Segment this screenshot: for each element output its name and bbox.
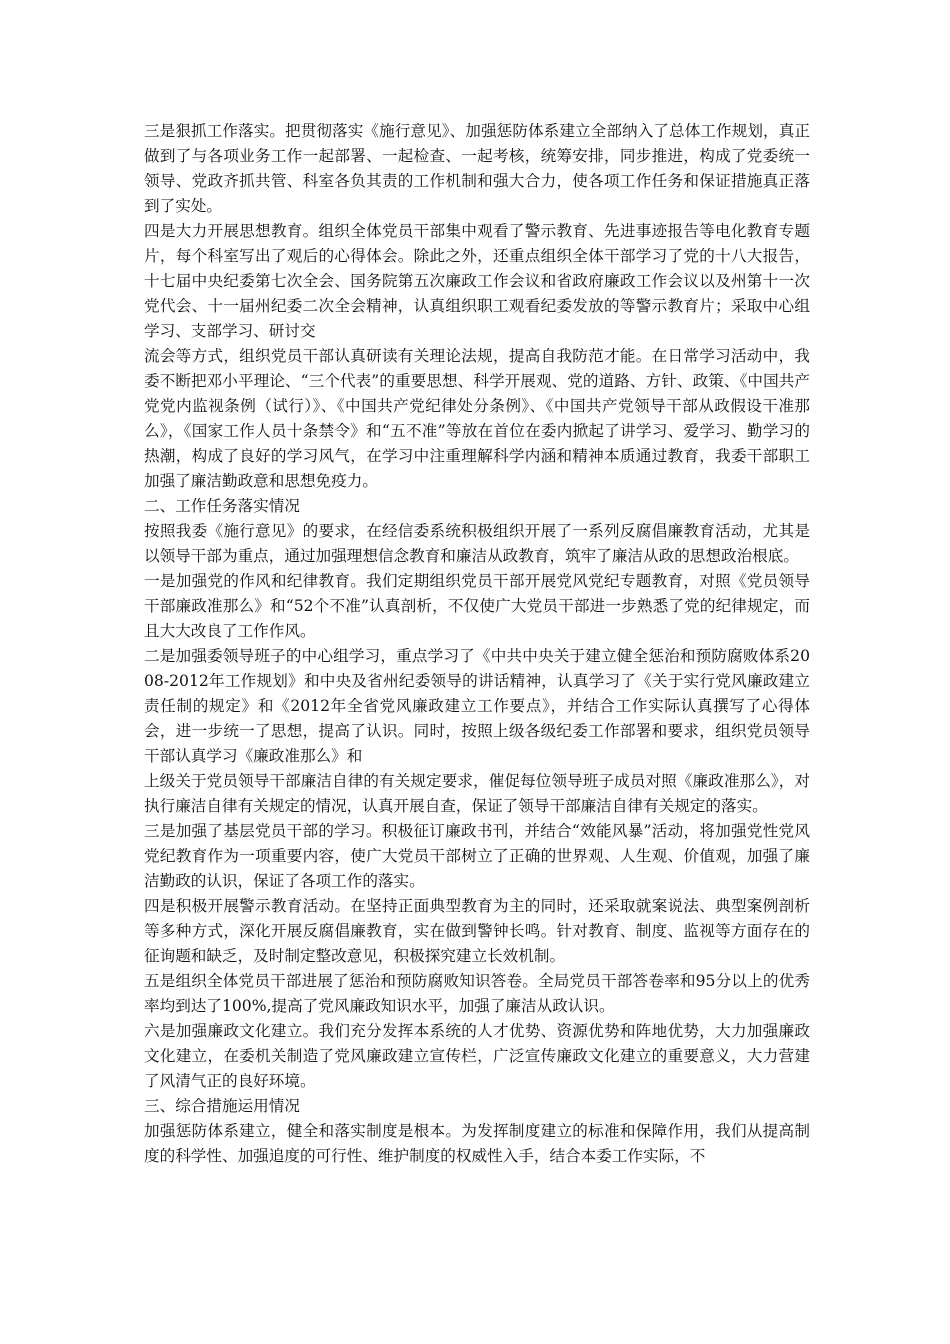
paragraph-6: 一是加强党的作风和纪律教育。我们定期组织党员干部开展党风党纪专题教育，对照《党员领导干部廉政准那么》和“52个不准”认真剖析，不仅使广大党员干部进一步熟悉了党的纪律规定，而且大大改良了工作作风。 bbox=[144, 572, 810, 640]
paragraph-9: 三是加强了基层党员干部的学习。积极征订廉政书刊，并结合“效能风暴”活动，将加强党性党风党纪教育作为一项重要内容，使广大党员干部树立了正确的世界观、人生观、价值观，加强了廉洁勤政的认识，保证了各项工作的落实。 bbox=[144, 822, 810, 890]
paragraph-14: 加强惩防体系建立，健全和落实制度是根本。为发挥制度建立的标准和保障作用，我们从提高制度的科学性、加强追度的可行性、维护制度的权威性入手，结合本委工作实际，不 bbox=[144, 1122, 810, 1165]
paragraph-12: 六是加强廉政文化建立。我们充分发挥本系统的人才优势、资源优势和阵地优势，大力加强廉政文化建立，在委机关制造了党风廉政建立宣传栏，广泛宣传廉政文化建立的重要意义，大力营建了风清气正的良好环境。 bbox=[144, 1022, 810, 1090]
paragraph-5: 按照我委《施行意见》的要求，在经信委系统积极组织开展了一系列反腐倡廉教育活动，尤其是以领导干部为重点，通过加强理想信念教育和廉洁从政教育，筑牢了廉洁从政的思想政治根底。 bbox=[144, 522, 810, 565]
paragraph-11: 五是组织全体党员干部进展了惩治和预防腐败知识答卷。全局党员干部答卷率和95分以上的优秀率均到达了100%,提高了党风廉政知识水平，加强了廉洁从政认识。 bbox=[144, 972, 810, 1015]
paragraph-7: 二是加强委领导班子的中心组学习，重点学习了《中共中央关于建立健全惩治和预防腐败体系2008-2012年工作规划》和中央及省州纪委领导的讲话精神，认真学习了《关于实行党风廉政建立责任制的规定》和《2012年全省党风廉政建立工作要点》，并结合工作实际认真撰写了心得体会，进一步统一了思想，提高了认识。同时，按照上级各级纪委工作部署和要求，组织党员领导干部认真学习《廉政准那么》和 bbox=[144, 647, 810, 765]
paragraph-3: 流会等方式，组织党员干部认真研读有关理论法规，提高自我防范才能。在日常学习活动中，我委不断把邓小平理论、“三个代表”的重要思想、科学开展观、党的道路、方针、政策、《中国共产党党内监视条例（试行）》、《中国共产党纪律处分条例》、《中国共产党领导干部从政假设干准那么》，《国家工作人员十条禁令》和“五不准”等放在首位在委内掀起了讲学习、爱学习、勤学习的热潮，构成了良好的学习风气，在学习中注重理解科学内涵和精神本质通过教育，我委干部职工加强了廉洁勤政意和思想免疫力。 bbox=[144, 347, 810, 490]
document-body bbox=[144, 119, 810, 1169]
paragraph-4: 二、工作任务落实情况 bbox=[144, 497, 300, 515]
paragraph-13: 三、综合措施运用情况 bbox=[144, 1097, 300, 1115]
paragraph-1: 三是狠抓工作落实。把贯彻落实《施行意见》、加强惩防体系建立全部纳入了总体工作规划，真正做到了与各项业务工作一起部署、一起检查、一起考核，统筹安排，同步推进，构成了党委统一领导、党政齐抓共管、科室各负其责的工作机制和强大合力，使各项工作任务和保证措施真正落到了实处。 bbox=[144, 122, 810, 215]
paragraph-2: 四是大力开展思想教育。组织全体党员干部集中观看了警示教育、先进事迹报告等电化教育专题片，每个科室写出了观后的心得体会。除此之外，还重点组织全体干部学习了党的十八大报告，十七届中央纪委第七次全会、国务院第五次廉政工作会议和省政府廉政工作会议以及州第十一次党代会、十一届州纪委二次全会精神，认真组织职工观看纪委发放的等警示教育片；采取中心组学习、支部学习、研讨交 bbox=[144, 222, 810, 340]
paragraph-10: 四是积极开展警示教育活动。在坚持正面典型教育为主的同时，还采取就案说法、典型案例剖析等多种方式，深化开展反腐倡廉教育，实在做到警钟长鸣。针对教育、制度、监视等方面存在的征询题和缺乏，及时制定整改意见，积极探究建立长效机制。 bbox=[144, 897, 810, 965]
paragraph-8: 上级关于党员领导干部廉洁自律的有关规定要求，催促每位领导班子成员对照《廉政准那么》，对执行廉洁自律有关规定的情况，认真开展自查，保证了领导干部廉洁自律有关规定的落实。 bbox=[144, 772, 810, 815]
